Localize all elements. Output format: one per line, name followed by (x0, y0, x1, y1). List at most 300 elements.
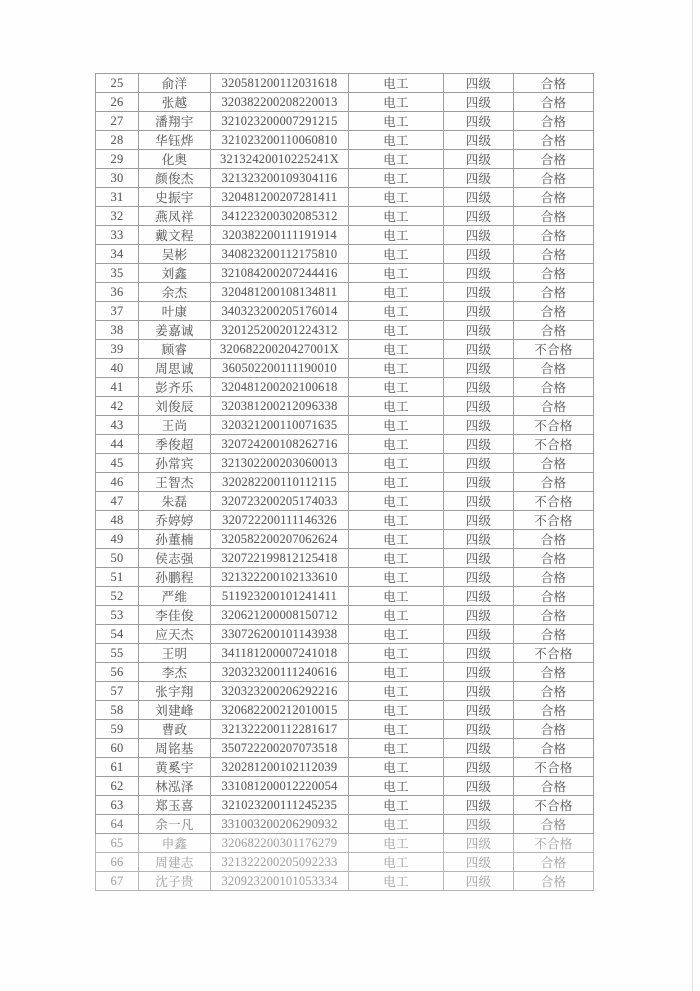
cell-worktype: 电工 (349, 739, 444, 758)
cell-name: 刘建峰 (139, 701, 211, 720)
cell-row-number: 33 (96, 226, 139, 245)
cell-name: 燕凤祥 (139, 207, 211, 226)
cell-result: 合格 (514, 739, 594, 758)
cell-row-number: 61 (96, 758, 139, 777)
cell-worktype: 电工 (349, 853, 444, 872)
cell-id-number: 320582200207062624 (211, 530, 349, 549)
cell-worktype: 电工 (349, 530, 444, 549)
cell-result: 合格 (514, 359, 594, 378)
table-row (96, 454, 594, 473)
cell-result: 合格 (514, 473, 594, 492)
cell-row-number: 31 (96, 188, 139, 207)
table-row (96, 568, 594, 587)
cell-level: 四级 (444, 701, 514, 720)
cell-name: 史振宇 (139, 188, 211, 207)
cell-name: 潘翔宇 (139, 112, 211, 131)
cell-id-number: 321084200207244416 (211, 264, 349, 283)
cell-id-number: 320481200108134811 (211, 283, 349, 302)
cell-worktype: 电工 (349, 321, 444, 340)
cell-row-number: 39 (96, 340, 139, 359)
cell-id-number: 320481200202100618 (211, 378, 349, 397)
table-row (96, 834, 594, 853)
cell-level: 四级 (444, 492, 514, 511)
cell-worktype: 电工 (349, 207, 444, 226)
cell-row-number: 37 (96, 302, 139, 321)
cell-row-number: 25 (96, 74, 139, 93)
cell-worktype: 电工 (349, 549, 444, 568)
cell-level: 四级 (444, 796, 514, 815)
cell-level: 四级 (444, 720, 514, 739)
cell-level: 四级 (444, 568, 514, 587)
cell-id-number: 511923200101241411 (211, 587, 349, 606)
cell-result: 合格 (514, 568, 594, 587)
cell-result: 合格 (514, 682, 594, 701)
table-row (96, 606, 594, 625)
cell-name: 华钰烨 (139, 131, 211, 150)
table-row (96, 302, 594, 321)
table-row (96, 226, 594, 245)
cell-result: 合格 (514, 815, 594, 834)
cell-name: 姜嘉诚 (139, 321, 211, 340)
cell-result: 合格 (514, 454, 594, 473)
cell-row-number: 49 (96, 530, 139, 549)
cell-name: 季俊超 (139, 435, 211, 454)
table-row (96, 93, 594, 112)
cell-id-number: 341223200302085312 (211, 207, 349, 226)
cell-result: 合格 (514, 150, 594, 169)
cell-level: 四级 (444, 340, 514, 359)
cell-row-number: 59 (96, 720, 139, 739)
cell-id-number: 341181200007241018 (211, 644, 349, 663)
cell-level: 四级 (444, 682, 514, 701)
table-row (96, 416, 594, 435)
table-row (96, 815, 594, 834)
cell-worktype: 电工 (349, 340, 444, 359)
cell-row-number: 62 (96, 777, 139, 796)
cell-row-number: 67 (96, 872, 139, 891)
cell-row-number: 45 (96, 454, 139, 473)
cell-worktype: 电工 (349, 834, 444, 853)
cell-id-number: 320682200212010015 (211, 701, 349, 720)
table-row (96, 397, 594, 416)
cell-level: 四级 (444, 625, 514, 644)
cell-level: 四级 (444, 207, 514, 226)
cell-name: 王尚 (139, 416, 211, 435)
cell-id-number: 321302200203060013 (211, 454, 349, 473)
cell-name: 孙常宾 (139, 454, 211, 473)
cell-id-number: 32132420010225241X (211, 150, 349, 169)
cell-level: 四级 (444, 283, 514, 302)
cell-name: 侯志强 (139, 549, 211, 568)
cell-row-number: 28 (96, 131, 139, 150)
cell-level: 四级 (444, 378, 514, 397)
cell-worktype: 电工 (349, 302, 444, 321)
cell-row-number: 51 (96, 568, 139, 587)
cell-id-number: 320381200212096338 (211, 397, 349, 416)
cell-level: 四级 (444, 169, 514, 188)
cell-row-number: 53 (96, 606, 139, 625)
cell-result: 合格 (514, 226, 594, 245)
table-row (96, 150, 594, 169)
cell-level: 四级 (444, 112, 514, 131)
cell-id-number: 320281200102112039 (211, 758, 349, 777)
cell-result: 合格 (514, 321, 594, 340)
cell-name: 张越 (139, 93, 211, 112)
cell-result: 不合格 (514, 340, 594, 359)
cell-worktype: 电工 (349, 720, 444, 739)
cell-level: 四级 (444, 188, 514, 207)
cell-id-number: 340823200112175810 (211, 245, 349, 264)
cell-level: 四级 (444, 834, 514, 853)
cell-level: 四级 (444, 150, 514, 169)
cell-worktype: 电工 (349, 397, 444, 416)
cell-level: 四级 (444, 758, 514, 777)
cell-row-number: 29 (96, 150, 139, 169)
cell-row-number: 58 (96, 701, 139, 720)
certificate-results-table (95, 73, 594, 891)
cell-worktype: 电工 (349, 74, 444, 93)
cell-worktype: 电工 (349, 112, 444, 131)
cell-id-number: 320323200111240616 (211, 663, 349, 682)
cell-id-number: 32068220020427001X (211, 340, 349, 359)
table-row (96, 112, 594, 131)
cell-level: 四级 (444, 359, 514, 378)
cell-worktype: 电工 (349, 815, 444, 834)
table-row (96, 701, 594, 720)
cell-row-number: 27 (96, 112, 139, 131)
cell-level: 四级 (444, 74, 514, 93)
cell-worktype: 电工 (349, 93, 444, 112)
cell-worktype: 电工 (349, 435, 444, 454)
cell-name: 曹政 (139, 720, 211, 739)
cell-level: 四级 (444, 397, 514, 416)
cell-level: 四级 (444, 587, 514, 606)
cell-name: 叶康 (139, 302, 211, 321)
table-row (96, 587, 594, 606)
cell-result: 合格 (514, 302, 594, 321)
cell-result: 合格 (514, 872, 594, 891)
table-row (96, 777, 594, 796)
cell-level: 四级 (444, 549, 514, 568)
cell-row-number: 65 (96, 834, 139, 853)
cell-level: 四级 (444, 473, 514, 492)
page-edge-line (692, 0, 693, 991)
cell-row-number: 26 (96, 93, 139, 112)
cell-result: 合格 (514, 112, 594, 131)
cell-row-number: 66 (96, 853, 139, 872)
cell-result: 合格 (514, 625, 594, 644)
cell-result: 不合格 (514, 416, 594, 435)
cell-name: 李杰 (139, 663, 211, 682)
table-row (96, 530, 594, 549)
table-row (96, 340, 594, 359)
cell-row-number: 41 (96, 378, 139, 397)
cell-worktype: 电工 (349, 454, 444, 473)
cell-name: 周思诚 (139, 359, 211, 378)
cell-row-number: 36 (96, 283, 139, 302)
cell-result: 合格 (514, 549, 594, 568)
cell-result: 合格 (514, 207, 594, 226)
cell-worktype: 电工 (349, 644, 444, 663)
cell-name: 孙董楠 (139, 530, 211, 549)
cell-id-number: 320323200206292216 (211, 682, 349, 701)
cell-name: 吴彬 (139, 245, 211, 264)
cell-level: 四级 (444, 511, 514, 530)
cell-result: 合格 (514, 663, 594, 682)
cell-worktype: 电工 (349, 188, 444, 207)
cell-level: 四级 (444, 872, 514, 891)
cell-name: 李佳俊 (139, 606, 211, 625)
cell-level: 四级 (444, 853, 514, 872)
cell-id-number: 320321200110071635 (211, 416, 349, 435)
table-row (96, 74, 594, 93)
cell-result: 合格 (514, 188, 594, 207)
cell-name: 余杰 (139, 283, 211, 302)
cell-name: 王智杰 (139, 473, 211, 492)
cell-id-number: 320722199812125418 (211, 549, 349, 568)
table-row (96, 264, 594, 283)
cell-worktype: 电工 (349, 473, 444, 492)
cell-row-number: 56 (96, 663, 139, 682)
cell-worktype: 电工 (349, 226, 444, 245)
cell-row-number: 34 (96, 245, 139, 264)
cell-name: 化奥 (139, 150, 211, 169)
cell-result: 不合格 (514, 796, 594, 815)
cell-row-number: 57 (96, 682, 139, 701)
table-row (96, 378, 594, 397)
cell-name: 周铭基 (139, 739, 211, 758)
table-row (96, 739, 594, 758)
cell-row-number: 55 (96, 644, 139, 663)
cell-row-number: 35 (96, 264, 139, 283)
cell-worktype: 电工 (349, 245, 444, 264)
cell-name: 刘鑫 (139, 264, 211, 283)
cell-row-number: 63 (96, 796, 139, 815)
cell-result: 合格 (514, 131, 594, 150)
cell-level: 四级 (444, 739, 514, 758)
cell-name: 戴文程 (139, 226, 211, 245)
cell-id-number: 320722200111146326 (211, 511, 349, 530)
cell-result: 合格 (514, 701, 594, 720)
cell-level: 四级 (444, 226, 514, 245)
table-row (96, 853, 594, 872)
cell-id-number: 330726200101143938 (211, 625, 349, 644)
table-row (96, 245, 594, 264)
table-row (96, 682, 594, 701)
cell-id-number: 320581200112031618 (211, 74, 349, 93)
cell-id-number: 320282200110112115 (211, 473, 349, 492)
cell-worktype: 电工 (349, 796, 444, 815)
cell-id-number: 331081200012220054 (211, 777, 349, 796)
cell-level: 四级 (444, 93, 514, 112)
table-row (96, 473, 594, 492)
cell-row-number: 52 (96, 587, 139, 606)
cell-id-number: 320682200301176279 (211, 834, 349, 853)
cell-level: 四级 (444, 663, 514, 682)
cell-result: 不合格 (514, 834, 594, 853)
cell-row-number: 42 (96, 397, 139, 416)
cell-result: 不合格 (514, 644, 594, 663)
cell-result: 不合格 (514, 492, 594, 511)
cell-worktype: 电工 (349, 625, 444, 644)
cell-level: 四级 (444, 644, 514, 663)
cell-name: 郑玉喜 (139, 796, 211, 815)
table-row (96, 549, 594, 568)
cell-id-number: 320125200201224312 (211, 321, 349, 340)
cell-worktype: 电工 (349, 777, 444, 796)
cell-worktype: 电工 (349, 378, 444, 397)
cell-row-number: 38 (96, 321, 139, 340)
cell-name: 刘俊辰 (139, 397, 211, 416)
cell-id-number: 331003200206290932 (211, 815, 349, 834)
cell-id-number: 321322200112281617 (211, 720, 349, 739)
cell-worktype: 电工 (349, 150, 444, 169)
cell-name: 彭齐乐 (139, 378, 211, 397)
cell-result: 合格 (514, 530, 594, 549)
cell-result: 合格 (514, 853, 594, 872)
cell-name: 朱磊 (139, 492, 211, 511)
table-row (96, 435, 594, 454)
cell-row-number: 44 (96, 435, 139, 454)
cell-worktype: 电工 (349, 416, 444, 435)
table-row (96, 169, 594, 188)
table-row (96, 188, 594, 207)
table-row (96, 207, 594, 226)
cell-row-number: 48 (96, 511, 139, 530)
cell-result: 合格 (514, 606, 594, 625)
cell-id-number: 360502200111190010 (211, 359, 349, 378)
cell-name: 乔婷婷 (139, 511, 211, 530)
cell-worktype: 电工 (349, 169, 444, 188)
cell-worktype: 电工 (349, 131, 444, 150)
cell-id-number: 320382200208220013 (211, 93, 349, 112)
cell-result: 合格 (514, 93, 594, 112)
cell-id-number: 320481200207281411 (211, 188, 349, 207)
cell-worktype: 电工 (349, 701, 444, 720)
cell-level: 四级 (444, 302, 514, 321)
cell-id-number: 321322200102133610 (211, 568, 349, 587)
cell-result: 不合格 (514, 758, 594, 777)
table-row (96, 625, 594, 644)
cell-id-number: 320382200111191914 (211, 226, 349, 245)
cell-name: 王明 (139, 644, 211, 663)
table-row (96, 872, 594, 891)
cell-level: 四级 (444, 416, 514, 435)
cell-result: 合格 (514, 720, 594, 739)
cell-level: 四级 (444, 530, 514, 549)
cell-row-number: 46 (96, 473, 139, 492)
cell-name: 申鑫 (139, 834, 211, 853)
cell-worktype: 电工 (349, 511, 444, 530)
cell-row-number: 47 (96, 492, 139, 511)
cell-id-number: 320621200008150712 (211, 606, 349, 625)
cell-name: 顾睿 (139, 340, 211, 359)
cell-id-number: 321023200111245235 (211, 796, 349, 815)
table-row (96, 492, 594, 511)
cell-result: 不合格 (514, 511, 594, 530)
cell-name: 俞洋 (139, 74, 211, 93)
cell-row-number: 54 (96, 625, 139, 644)
cell-name: 张宇翔 (139, 682, 211, 701)
cell-worktype: 电工 (349, 568, 444, 587)
cell-level: 四级 (444, 245, 514, 264)
cell-id-number: 350722200207073518 (211, 739, 349, 758)
cell-id-number: 321023200110060810 (211, 131, 349, 150)
cell-id-number: 321322200205092233 (211, 853, 349, 872)
cell-id-number: 321323200109304116 (211, 169, 349, 188)
table-row (96, 796, 594, 815)
cell-worktype: 电工 (349, 682, 444, 701)
cell-name: 黄奚宇 (139, 758, 211, 777)
cell-worktype: 电工 (349, 492, 444, 511)
cell-level: 四级 (444, 131, 514, 150)
cell-level: 四级 (444, 815, 514, 834)
cell-worktype: 电工 (349, 606, 444, 625)
cell-level: 四级 (444, 454, 514, 473)
cell-result: 合格 (514, 378, 594, 397)
table-row (96, 663, 594, 682)
cell-row-number: 64 (96, 815, 139, 834)
cell-name: 余一凡 (139, 815, 211, 834)
cell-worktype: 电工 (349, 587, 444, 606)
cell-id-number: 340323200205176014 (211, 302, 349, 321)
table-row (96, 720, 594, 739)
cell-row-number: 60 (96, 739, 139, 758)
cell-row-number: 32 (96, 207, 139, 226)
cell-level: 四级 (444, 264, 514, 283)
cell-worktype: 电工 (349, 872, 444, 891)
cell-row-number: 43 (96, 416, 139, 435)
cell-level: 四级 (444, 321, 514, 340)
cell-name: 周建志 (139, 853, 211, 872)
cell-worktype: 电工 (349, 283, 444, 302)
cell-row-number: 40 (96, 359, 139, 378)
cell-worktype: 电工 (349, 359, 444, 378)
cell-name: 孙鹏程 (139, 568, 211, 587)
cell-result: 不合格 (514, 435, 594, 454)
cell-name: 严维 (139, 587, 211, 606)
cell-row-number: 50 (96, 549, 139, 568)
cell-result: 合格 (514, 169, 594, 188)
cell-name: 颜俊杰 (139, 169, 211, 188)
cell-name: 沈子贵 (139, 872, 211, 891)
table-row (96, 321, 594, 340)
table-row (96, 283, 594, 302)
cell-result: 合格 (514, 587, 594, 606)
cell-result: 合格 (514, 74, 594, 93)
cell-result: 合格 (514, 777, 594, 796)
cell-level: 四级 (444, 606, 514, 625)
table-row (96, 511, 594, 530)
cell-result: 合格 (514, 264, 594, 283)
cell-id-number: 320723200205174033 (211, 492, 349, 511)
table-row (96, 131, 594, 150)
cell-id-number: 320923200101053334 (211, 872, 349, 891)
table-row (96, 359, 594, 378)
cell-level: 四级 (444, 435, 514, 454)
cell-id-number: 321023200007291215 (211, 112, 349, 131)
cell-level: 四级 (444, 777, 514, 796)
cell-result: 合格 (514, 245, 594, 264)
cell-result: 合格 (514, 397, 594, 416)
cell-worktype: 电工 (349, 663, 444, 682)
cell-worktype: 电工 (349, 264, 444, 283)
cell-name: 应天杰 (139, 625, 211, 644)
cell-row-number: 30 (96, 169, 139, 188)
cell-result: 合格 (514, 283, 594, 302)
cell-id-number: 320724200108262716 (211, 435, 349, 454)
table-row (96, 758, 594, 777)
